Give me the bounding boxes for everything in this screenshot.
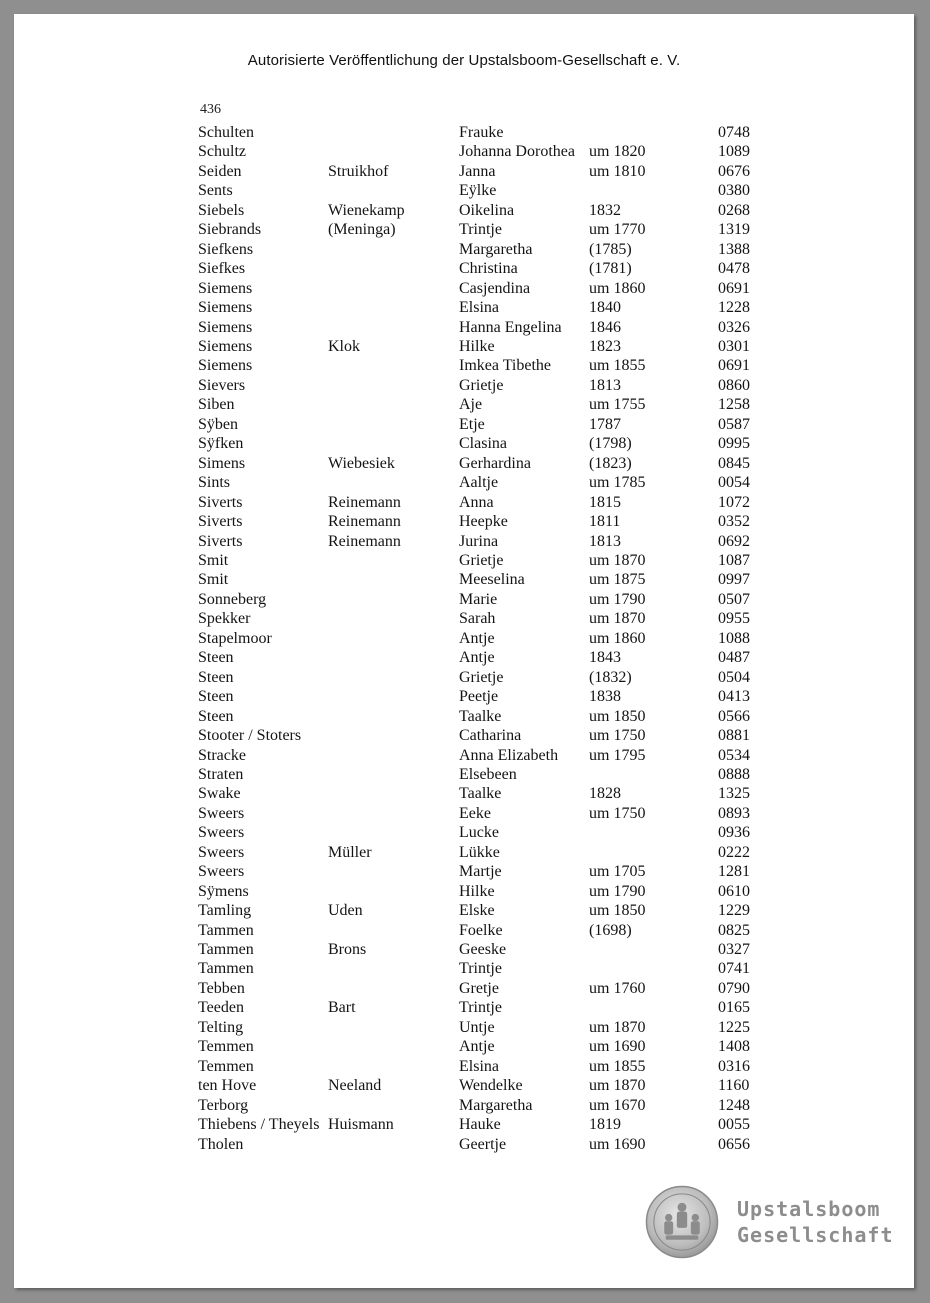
list-row [198, 998, 778, 1017]
given-name-cell: Sarah [459, 610, 496, 628]
list-row [198, 356, 778, 375]
given-name-cell: Eÿlke [459, 182, 497, 200]
id-cell: 0268 [718, 201, 750, 219]
list-row [198, 590, 778, 609]
id-cell: 1088 [718, 629, 750, 647]
id-cell: 0478 [718, 260, 750, 278]
surname-cell: Sents [198, 182, 233, 200]
list-row [198, 804, 778, 823]
surname-cell: Temmen [198, 1057, 254, 1075]
given-name-cell: Antje [459, 1038, 495, 1056]
surname-cell: Schultz [198, 143, 246, 161]
id-cell: 1229 [718, 902, 750, 920]
id-cell: 1248 [718, 1096, 750, 1114]
id-cell: 0825 [718, 921, 750, 939]
year-cell: 1813 [589, 376, 621, 394]
surname-cell: Smit [198, 571, 229, 589]
year-cell: um 1860 [589, 279, 646, 297]
year-cell: um 1870 [589, 1077, 646, 1095]
id-cell: 1325 [718, 785, 750, 803]
list-row [198, 940, 778, 959]
surname-cell: Sweers [198, 824, 245, 842]
given-name-cell: Frauke [459, 124, 504, 141]
id-cell: 0676 [718, 162, 750, 180]
year-cell: (1698) [589, 921, 632, 939]
id-cell: 0790 [718, 979, 750, 997]
id-cell: 0691 [718, 279, 750, 297]
list-row [198, 201, 778, 220]
list-row [198, 901, 778, 920]
year-cell: um 1870 [589, 1018, 646, 1036]
surname-cell: Siefkens [198, 240, 254, 258]
given-name-cell: Jurina [459, 532, 499, 550]
id-cell: 0741 [718, 960, 750, 978]
surname-cell: Telting [198, 1018, 244, 1036]
year-cell: 1823 [589, 337, 621, 355]
surname-cell: Siverts [198, 532, 243, 550]
list-row [198, 259, 778, 278]
given-name-cell: Margaretha [459, 1096, 533, 1114]
given-name-cell: Grietje [459, 668, 504, 686]
id-cell: 0888 [718, 765, 750, 783]
surname-cell: Siebrands [198, 221, 262, 239]
given-name-cell: Gretje [459, 979, 499, 997]
given-name-cell: Catharina [459, 727, 522, 745]
given-name-cell: Grietje [459, 376, 504, 394]
surname-cell: Swake [198, 785, 241, 803]
list-row [198, 493, 778, 512]
surname-cell: Temmen [198, 1038, 254, 1056]
id-cell: 0587 [718, 415, 750, 433]
list-row [198, 162, 778, 181]
id-cell: 0165 [718, 999, 750, 1017]
list-row [198, 784, 778, 803]
year-cell: um 1790 [589, 590, 646, 608]
list-row [198, 123, 778, 142]
id-cell: 0610 [718, 882, 750, 900]
alt-name-cell: Uden [328, 902, 363, 920]
alt-name-cell: Wiebesiek [328, 454, 395, 472]
alt-name-cell: Reinemann [328, 493, 401, 511]
list-row [198, 532, 778, 551]
list-row [198, 142, 778, 161]
id-cell: 0997 [718, 571, 750, 589]
given-name-cell: Elsina [459, 1057, 499, 1075]
id-cell: 0316 [718, 1057, 750, 1075]
page-header: Autorisierte Veröffentlichung der Upstalsboom-Gesellschaft e. V. [247, 52, 681, 69]
id-cell: 0222 [718, 843, 750, 861]
id-cell: 1388 [718, 240, 750, 258]
list-row [198, 668, 778, 687]
alt-name-cell: (Meninga) [328, 221, 396, 239]
given-name-cell: Christina [459, 260, 518, 278]
surname-cell: Siefkes [198, 260, 246, 278]
list-row [198, 1018, 778, 1037]
list-row [198, 298, 778, 317]
year-cell: um 1785 [589, 474, 646, 492]
year-cell: 1838 [589, 688, 621, 706]
list-row [198, 240, 778, 259]
surname-cell: Sweers [198, 863, 245, 881]
surname-cell: Straten [198, 765, 244, 783]
year-cell: 1815 [589, 493, 621, 511]
id-cell: 1160 [718, 1077, 750, 1095]
id-cell: 0692 [718, 532, 750, 550]
id-cell: 0327 [718, 941, 750, 959]
id-cell: 1089 [718, 143, 750, 161]
surname-cell: Sints [198, 474, 231, 492]
given-name-cell: Gerhardina [459, 454, 531, 472]
year-cell: 1828 [589, 785, 621, 803]
id-cell: 0504 [718, 668, 750, 686]
year-cell: (1832) [589, 668, 632, 686]
list-row [198, 220, 778, 239]
list-row [198, 473, 778, 492]
surname-cell: Stapelmoor [198, 629, 272, 647]
surname-cell: Tamling [198, 902, 252, 920]
year-cell: um 1860 [589, 629, 646, 647]
name-list [198, 123, 778, 1154]
alt-name-cell: Struikhof [328, 162, 389, 180]
given-name-cell: Margaretha [459, 240, 533, 258]
given-name-cell: Hauke [459, 1116, 501, 1134]
given-name-cell: Lükke [459, 843, 500, 861]
id-cell: 0845 [718, 454, 750, 472]
year-cell: um 1795 [589, 746, 646, 764]
surname-cell: Sievers [198, 376, 246, 394]
list-row [198, 551, 778, 570]
given-name-cell: Martje [459, 863, 502, 881]
given-name-cell: Antje [459, 629, 495, 647]
list-row [198, 921, 778, 940]
id-cell: 0301 [718, 337, 750, 355]
given-name-cell: Taalke [459, 785, 502, 803]
id-cell: 0748 [718, 124, 750, 141]
id-cell: 0413 [718, 688, 750, 706]
list-row [198, 629, 778, 648]
surname-cell: Siemens [198, 318, 253, 336]
given-name-cell: Hanna Engelina [459, 318, 562, 336]
id-cell: 0380 [718, 182, 750, 200]
id-cell: 1087 [718, 551, 750, 569]
given-name-cell: Antje [459, 649, 495, 667]
society-logo [645, 1185, 894, 1259]
id-cell: 0054 [718, 474, 750, 492]
year-cell: um 1875 [589, 571, 646, 589]
id-cell: 0691 [718, 357, 750, 375]
year-cell: 1819 [589, 1116, 621, 1134]
list-row [198, 376, 778, 395]
year-cell: um 1870 [589, 610, 646, 628]
given-name-cell: Trintje [459, 960, 502, 978]
list-row [198, 979, 778, 998]
surname-cell: Siemens [198, 357, 253, 375]
document-page [14, 14, 914, 1288]
year-cell: 1846 [589, 318, 621, 336]
alt-name-cell: Wienekamp [328, 201, 405, 219]
id-cell: 1408 [718, 1038, 750, 1056]
list-row [198, 512, 778, 531]
year-cell: um 1870 [589, 551, 646, 569]
logo-line-1: Upstalsboom [737, 1197, 881, 1221]
surname-cell: Siemens [198, 299, 253, 317]
year-cell: um 1755 [589, 396, 646, 414]
list-row [198, 707, 778, 726]
id-cell: 0487 [718, 649, 750, 667]
id-cell: 0566 [718, 707, 750, 725]
given-name-cell: Foelke [459, 921, 503, 939]
surname-cell: Siemens [198, 279, 253, 297]
list-row [198, 687, 778, 706]
seal-icon [645, 1185, 719, 1259]
given-name-cell: Oikelina [459, 201, 515, 219]
list-row [198, 765, 778, 784]
logo-line-2: Gesellschaft [737, 1223, 894, 1247]
year-cell: 1843 [589, 649, 621, 667]
given-name-cell: Elsina [459, 299, 499, 317]
surname-cell: Steen [198, 668, 234, 686]
surname-cell: Terborg [198, 1096, 249, 1114]
id-cell: 0995 [718, 435, 750, 453]
id-cell: 1258 [718, 396, 750, 414]
year-cell: um 1670 [589, 1096, 646, 1114]
surname-cell: Stracke [198, 746, 246, 764]
id-cell: 1228 [718, 299, 750, 317]
alt-name-cell: Bart [328, 999, 356, 1017]
list-row [198, 882, 778, 901]
list-row [198, 570, 778, 589]
year-cell: (1785) [589, 240, 632, 258]
logo-text [737, 1196, 894, 1248]
given-name-cell: Anna [459, 493, 494, 511]
given-name-cell: Clasina [459, 435, 507, 453]
surname-cell: Teeden [198, 999, 244, 1017]
given-name-cell: Anna Elizabeth [459, 746, 559, 764]
year-cell: 1840 [589, 299, 621, 317]
given-name-cell: Geertje [459, 1135, 507, 1153]
surname-cell: Schulten [198, 124, 254, 141]
id-cell: 1225 [718, 1018, 750, 1036]
page-number: 436 [200, 102, 221, 117]
list-row [198, 959, 778, 978]
id-cell: 0534 [718, 746, 750, 764]
surname-cell: Steen [198, 649, 234, 667]
surname-cell: Sÿben [198, 415, 238, 433]
id-cell: 0893 [718, 804, 750, 822]
year-cell: um 1810 [589, 162, 646, 180]
surname-cell: Tebben [198, 979, 245, 997]
given-name-cell: Aje [459, 396, 483, 414]
surname-cell: Tholen [198, 1135, 244, 1153]
given-name-cell: Grietje [459, 551, 504, 569]
surname-cell: Sÿmens [198, 882, 249, 900]
surname-cell: Simens [198, 454, 246, 472]
list-row [198, 454, 778, 473]
year-cell: um 1690 [589, 1038, 646, 1056]
alt-name-cell: Neeland [328, 1077, 382, 1095]
given-name-cell: Casjendina [459, 279, 531, 297]
alt-name-cell: Brons [328, 941, 367, 959]
list-row [198, 395, 778, 414]
given-name-cell: Geeske [459, 941, 507, 959]
given-name-cell: Janna [459, 162, 496, 180]
surname-cell: Steen [198, 688, 234, 706]
surname-cell: Tammen [198, 921, 254, 939]
surname-cell: Steen [198, 707, 234, 725]
year-cell: (1798) [589, 435, 632, 453]
list-row [198, 1096, 778, 1115]
surname-cell: Tammen [198, 960, 254, 978]
list-row [198, 279, 778, 298]
year-cell: um 1750 [589, 727, 646, 745]
surname-cell: Sweers [198, 804, 245, 822]
surname-cell: Smit [198, 551, 229, 569]
id-cell: 0326 [718, 318, 750, 336]
given-name-cell: Etje [459, 415, 485, 433]
surname-cell: Stooter / Stoters [198, 727, 302, 745]
list-row [198, 843, 778, 862]
list-row [198, 862, 778, 881]
given-name-cell: Wendelke [459, 1077, 523, 1095]
given-name-cell: Marie [459, 590, 498, 608]
given-name-cell: Hilke [459, 882, 495, 900]
given-name-cell: Untje [459, 1018, 495, 1036]
surname-cell: Seiden [198, 162, 242, 180]
surname-cell: Sweers [198, 843, 245, 861]
id-cell: 1072 [718, 493, 750, 511]
given-name-cell: Eeke [459, 804, 491, 822]
year-cell: um 1855 [589, 1057, 646, 1075]
surname-cell: ten Hove [198, 1077, 257, 1095]
list-row [198, 746, 778, 765]
given-name-cell: Trintje [459, 221, 502, 239]
list-row [198, 823, 778, 842]
alt-name-cell: Huismann [328, 1116, 394, 1134]
alt-name-cell: Reinemann [328, 513, 401, 531]
year-cell: um 1850 [589, 707, 646, 725]
year-cell: 1813 [589, 532, 621, 550]
year-cell: (1823) [589, 454, 632, 472]
surname-cell: Siebels [198, 201, 245, 219]
surname-cell: Siverts [198, 493, 243, 511]
given-name-cell: Aaltje [459, 474, 499, 492]
year-cell: um 1790 [589, 882, 646, 900]
given-name-cell: Elsebeen [459, 765, 517, 783]
year-cell: um 1750 [589, 804, 646, 822]
list-row [198, 609, 778, 628]
surname-cell: Sÿfken [198, 435, 244, 453]
list-row [198, 1076, 778, 1095]
id-cell: 0507 [718, 590, 750, 608]
list-row [198, 1037, 778, 1056]
list-row [198, 337, 778, 356]
id-cell: 0656 [718, 1135, 750, 1153]
year-cell: um 1705 [589, 863, 646, 881]
year-cell: (1781) [589, 260, 632, 278]
surname-cell: Siverts [198, 513, 243, 531]
alt-name-cell: Reinemann [328, 532, 401, 550]
list-row [198, 648, 778, 667]
given-name-cell: Peetje [459, 688, 499, 706]
year-cell: um 1855 [589, 357, 646, 375]
given-name-cell: Meeselina [459, 571, 525, 589]
surname-cell: Siben [198, 396, 235, 414]
list-row [198, 318, 778, 337]
id-cell: 1281 [718, 863, 750, 881]
list-row [198, 1135, 778, 1154]
id-cell: 0860 [718, 376, 750, 394]
given-name-cell: Hilke [459, 337, 495, 355]
id-cell: 1319 [718, 221, 750, 239]
id-cell: 0352 [718, 513, 750, 531]
given-name-cell: Imkea Tibethe [459, 357, 551, 375]
year-cell: 1811 [589, 513, 621, 531]
given-name-cell: Taalke [459, 707, 502, 725]
alt-name-cell: Müller [328, 843, 372, 861]
year-cell: um 1690 [589, 1135, 646, 1153]
surname-cell: Tammen [198, 941, 254, 959]
list-row [198, 1115, 778, 1134]
id-cell: 0055 [718, 1116, 750, 1134]
list-row [198, 181, 778, 200]
list-row [198, 434, 778, 453]
year-cell: um 1850 [589, 902, 646, 920]
given-name-cell: Johanna Dorothea [459, 143, 575, 161]
year-cell: um 1760 [589, 979, 646, 997]
year-cell: um 1820 [589, 143, 646, 161]
surname-cell: Thiebens / Theyels [198, 1116, 320, 1134]
id-cell: 0936 [718, 824, 750, 842]
given-name-cell: Elske [459, 902, 495, 920]
given-name-cell: Trintje [459, 999, 502, 1017]
surname-cell: Siemens [198, 337, 253, 355]
id-cell: 0881 [718, 727, 750, 745]
id-cell: 0955 [718, 610, 750, 628]
given-name-cell: Heepke [459, 513, 508, 531]
surname-cell: Spekker [198, 610, 251, 628]
list-row [198, 726, 778, 745]
given-name-cell: Lucke [459, 824, 499, 842]
list-row [198, 415, 778, 434]
year-cell: um 1770 [589, 221, 646, 239]
surname-cell: Sonneberg [198, 590, 267, 608]
alt-name-cell: Klok [328, 337, 360, 355]
year-cell: 1787 [589, 415, 621, 433]
list-row [198, 1057, 778, 1076]
year-cell: 1832 [589, 201, 621, 219]
